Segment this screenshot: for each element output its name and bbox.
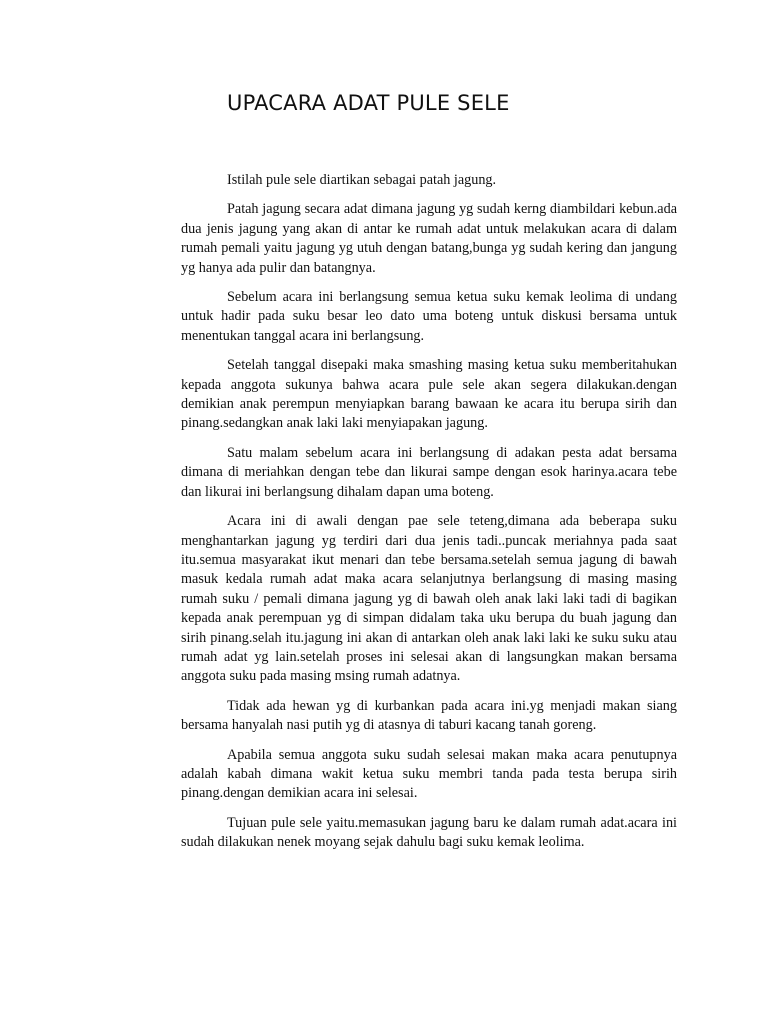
paragraph: Sebelum acara ini berlangsung semua ketua suku kemak leolima di undang untuk hadir pada suku besar leo dato uma boteng untuk diskusi bersama untuk menentukan tanggal acara ini berlangsung.	[181, 289, 677, 344]
document-body	[181, 171, 677, 853]
paragraph: Tidak ada hewan yg di kurbankan pada acara ini.yg menjadi makan siang bersama hanyalah nasi putih yg di atasnya di taburi kacang tanah goreng.	[181, 697, 677, 734]
paragraph: Setelah tanggal disepaki maka smashing masing ketua suku memberitahukan kepada anggota sukunya bahwa acara pule sele akan segera dilakukan.dengan demikian anak perempun menyiapkan barang bawaan ke acara itu berupa sirih dan pinang.sedangkan anak laki laki menyiapakan jagung.	[181, 357, 677, 432]
paragraph: Satu malam sebelum acara ini berlangsung di adakan pesta adat bersama dimana di meriahkan dengan tebe dan likurai sampe dengan esok harinya.acara tebe dan likurai ini berlangsung dihalam dapan uma boteng.	[181, 444, 677, 500]
paragraph: Acara ini di awali dengan pae sele teteng,dimana ada beberapa suku menghantarkan jagung yg terdiri dari dua jenis tadi..puncak meriahnya pada saat itu.semua masyarakat ikut menari dan tebe bersama.setelah semua jagung di bawah masuk kedala rumah adat maka acara selanjutnya berlangsung di masing masing rumah suku / pemali dimana jagung yg di bawah oleh anak laki laki tadi di bagikan kepada anak perempuan yg di simpan didalam taka uku berupa du buah jagung dan sirih pinang.selah itu.jagung ini akan di antarkan oleh anak laki laki ke suku suku atau rumah adat yg lain.setelah proses ini selesai akan di langsungkan makan bersama anggota suku pada masing msing rumah adatnya.	[181, 513, 677, 685]
paragraph: Tujuan pule sele yaitu.memasukan jagung baru ke dalam rumah adat.acara ini sudah dilakukan nenek moyang sejak dahulu bagi suku kemak leolima.	[181, 814, 677, 851]
paragraph: Patah jagung secara adat dimana jagung yg sudah kerng diambildari kebun.ada dua jenis jagung yang akan di antar ke rumah adat untuk melakukan acara di dalam rumah pemali yaitu jagung yg utuh dengan batang,bunga yg sudah kering dan jangung yg hanya ada pulir dan batangnya.	[181, 201, 677, 276]
paragraph: Apabila semua anggota suku sudah selesai makan maka acara penutupnya adalah kabah dimana wakit ketua suku membri tanda pada testa berupa sirih pinang.dengan demikian acara ini selesai.	[181, 746, 677, 802]
paragraph: Istilah pule sele diartikan sebagai patah jagung.	[227, 172, 497, 188]
document-title: UPACARA ADAT PULE SELE	[227, 91, 510, 115]
